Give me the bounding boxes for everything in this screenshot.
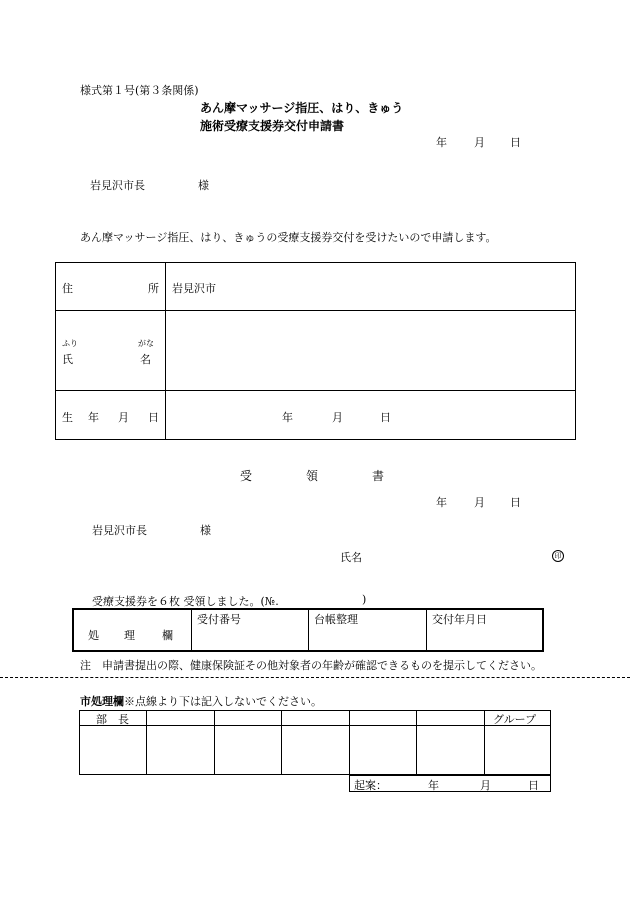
issue-date-header: 交付年月日 <box>432 613 487 626</box>
draft-month: 月 <box>480 779 491 792</box>
city-approval-table <box>79 710 551 775</box>
city-approval-col-line-6 <box>484 710 485 775</box>
applicant-table-row-line-2 <box>55 390 576 391</box>
receipt-name-label: 氏名 <box>340 551 362 564</box>
seal-mark: 印 <box>552 550 564 562</box>
receipt-title-char-1: 受 <box>240 469 253 483</box>
birth-label-char-3: 月 <box>118 411 129 424</box>
date-day-label: 日 <box>510 136 521 149</box>
birth-year-label: 年 <box>282 411 293 424</box>
group-column-header: グループ <box>493 713 537 726</box>
draft-day: 日 <box>528 779 539 792</box>
addressee-honorific: 様 <box>198 179 209 192</box>
processing-label-char-3: 欄 <box>162 629 173 642</box>
date-month-label: 月 <box>474 136 485 149</box>
receipt-statement-close: ) <box>362 593 367 606</box>
birth-day-label: 日 <box>380 411 391 424</box>
date-year-label: 年 <box>436 136 447 149</box>
draft-label: 起案： <box>354 779 387 792</box>
receipt-honorific: 様 <box>200 524 211 537</box>
processing-label-char-1: 処 <box>88 629 99 642</box>
city-section-title-bold: 市処理欄 <box>80 695 124 708</box>
birth-label-char-2: 年 <box>88 411 99 424</box>
name-label-char-2: 名 <box>140 353 151 366</box>
furigana-label-2: がな <box>138 339 154 348</box>
draft-year: 年 <box>428 779 439 792</box>
ledger-header: 台帳整理 <box>314 613 358 626</box>
receipt-title-char-2: 領 <box>306 469 319 483</box>
processing-table-divider-2 <box>308 608 309 652</box>
city-approval-col-line-2 <box>214 710 215 775</box>
receipt-title-char-3: 書 <box>372 469 385 483</box>
form-number: 様式第１号(第３条関係) <box>80 84 199 97</box>
receipt-date-month: 月 <box>474 496 485 509</box>
reception-number-header: 受付番号 <box>197 613 241 626</box>
applicant-table-divider <box>165 262 166 440</box>
receipt-date-year: 年 <box>436 496 447 509</box>
city-section-title <box>80 693 322 709</box>
addressee-name: 岩見沢市長 <box>90 179 145 192</box>
director-column-header: 部 長 <box>96 713 129 726</box>
note-text: 注 申請書提出の際、健康保険証その他対象者の年齢が確認できるものを提示してください。 <box>80 659 542 672</box>
applicant-table <box>55 262 576 440</box>
title-line-1: あん摩マッサージ指圧、はり、きゅう <box>200 101 404 115</box>
city-section-title-rest: ※点線より下は記入しないでください。 <box>124 695 322 708</box>
birth-month-label: 月 <box>332 411 343 424</box>
address-label-char-2: 所 <box>148 282 159 295</box>
city-approval-col-line-1 <box>146 710 147 775</box>
city-approval-col-line-5 <box>416 710 417 775</box>
furigana-label-1: ふり <box>62 339 78 348</box>
processing-label-char-2: 理 <box>124 629 135 642</box>
city-approval-col-line-3 <box>281 710 282 775</box>
city-approval-col-line-4 <box>349 710 350 775</box>
name-label-char-1: 氏 <box>62 353 73 366</box>
birth-label-char-1: 生 <box>62 411 73 424</box>
title-line-2: 施術受療支援券交付申請書 <box>200 119 345 133</box>
processing-table-divider-3 <box>426 608 427 652</box>
city-approval-header-line <box>79 725 551 726</box>
address-label-char-1: 住 <box>62 282 73 295</box>
processing-table-divider-1 <box>191 608 192 652</box>
birth-label-char-4: 日 <box>148 411 159 424</box>
receipt-date-day: 日 <box>510 496 521 509</box>
address-value[interactable]: 岩見沢市 <box>172 282 216 295</box>
application-statement: あん摩マッサージ指圧、はり、きゅうの受療支援券交付を受けたいので申請します。 <box>80 231 497 244</box>
receipt-addressee: 岩見沢市長 <box>92 524 147 537</box>
applicant-table-row-line-1 <box>55 310 576 311</box>
dashed-separator <box>0 677 630 678</box>
receipt-statement: 受療支援券を６枚 受領しました。(№. <box>92 595 279 608</box>
